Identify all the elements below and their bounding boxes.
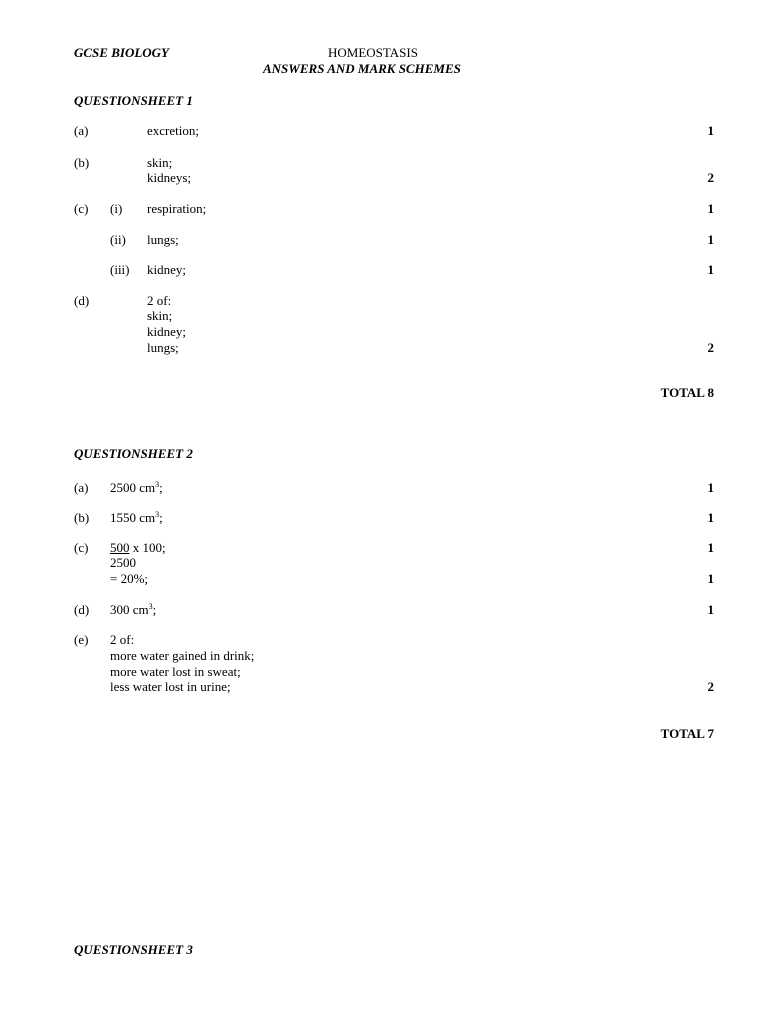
qs1-b-mark: 2 bbox=[707, 170, 714, 185]
qs2-c-mark-2: 1 bbox=[707, 571, 714, 586]
qs2-a-answer: 2500 $cm^3$; bbox=[110, 480, 163, 495]
qs2-e-answer-line-2: more water gained in drink; bbox=[110, 648, 255, 663]
qs1-d-answer-line-3: kidney; bbox=[147, 324, 186, 339]
qs1-a-mark: 1 bbox=[707, 123, 714, 138]
qs1-b-answer-line-2: kidneys; bbox=[147, 170, 192, 185]
qs1-c-i-mark: 1 bbox=[707, 201, 714, 216]
qs2-b-answer: 1550 $cm^3$; bbox=[110, 510, 163, 525]
qs2-d-mark: 1 bbox=[707, 602, 714, 617]
qs2-e-label: (e) bbox=[74, 632, 89, 647]
qs1-c-ii-answer: lungs; bbox=[147, 232, 179, 247]
qs1-d-answer-line-2: skin; bbox=[147, 308, 173, 323]
questionsheet-2-title: QUESTIONSHEET 2 bbox=[74, 446, 193, 461]
qs1-c-ii-label: (ii) bbox=[110, 232, 126, 247]
qs1-c-i-label: (i) bbox=[110, 201, 123, 216]
qs2-c-fraction-denominator: 2500 bbox=[110, 555, 136, 570]
qs2-d-label: (d) bbox=[74, 602, 90, 617]
qs1-b-answer-line-1: skin; bbox=[147, 155, 173, 170]
qs1-a-answer: excretion; bbox=[147, 123, 199, 138]
qs1-c-iii-label: (iii) bbox=[110, 262, 130, 277]
qs1-a-label: (a) bbox=[74, 123, 89, 138]
qs2-a-mark: 1 bbox=[707, 480, 714, 495]
qs2-e-answer-line-4: less water lost in urine; bbox=[110, 679, 231, 694]
qs2-b-mark: 1 bbox=[707, 510, 714, 525]
qs2-total: TOTAL 7 bbox=[660, 726, 714, 741]
qs2-e-answer-line-3: more water lost in sweat; bbox=[110, 664, 241, 679]
qs1-c-iii-answer: kidney; bbox=[147, 262, 186, 277]
subject-heading: GCSE BIOLOGY bbox=[74, 45, 169, 60]
qs2-c-label: (c) bbox=[74, 540, 89, 555]
qs1-d-answer-line-1: 2 of: bbox=[147, 293, 172, 308]
qs2-c-fraction-numerator: 500 x 100; bbox=[110, 540, 166, 555]
qs1-d-mark: 2 bbox=[707, 340, 714, 355]
questionsheet-1-title: QUESTIONSHEET 1 bbox=[74, 93, 193, 108]
qs2-e-answer-line-1: 2 of: bbox=[110, 632, 135, 647]
qs2-c-mark-1: 1 bbox=[707, 540, 714, 555]
topic-heading: HOMEOSTASIS bbox=[328, 45, 418, 60]
qs2-e-mark: 2 bbox=[707, 679, 714, 694]
qs2-c-result: = 20%; bbox=[110, 571, 149, 586]
document-subtitle: ANSWERS AND MARK SCHEMES bbox=[263, 61, 461, 76]
qs1-d-answer-line-4: lungs; bbox=[147, 340, 179, 355]
qs1-b-label: (b) bbox=[74, 155, 90, 170]
qs2-d-answer: 300 $cm^3$; bbox=[110, 602, 157, 617]
qs1-total: TOTAL 8 bbox=[660, 385, 714, 400]
qs1-c-i-answer: respiration; bbox=[147, 201, 207, 216]
qs1-c-ii-mark: 1 bbox=[707, 232, 714, 247]
qs1-d-label: (d) bbox=[74, 293, 90, 308]
qs2-a-label: (a) bbox=[74, 480, 89, 495]
qs2-b-label: (b) bbox=[74, 510, 90, 525]
questionsheet-3-title: QUESTIONSHEET 3 bbox=[74, 942, 193, 957]
qs1-c-iii-mark: 1 bbox=[707, 262, 714, 277]
qs1-c-label: (c) bbox=[74, 201, 89, 216]
